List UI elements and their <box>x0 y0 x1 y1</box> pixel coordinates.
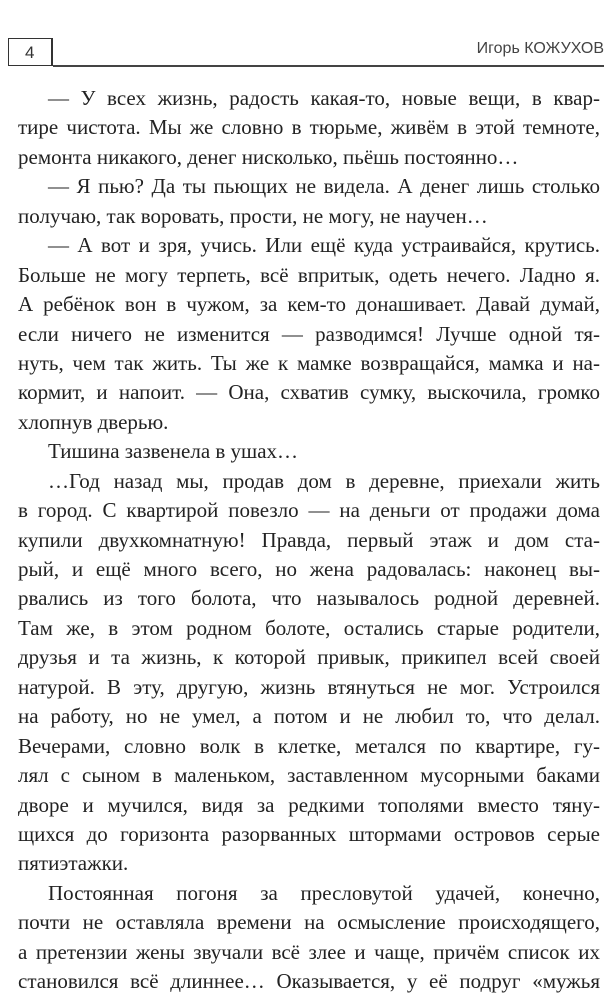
text-line: Тишина зазвенела в ушах… <box>48 439 299 464</box>
text-line: Постоянная погоня за пресловутой удачей, конечно, <box>48 880 600 905</box>
page-number: 4 <box>25 43 35 62</box>
text-line: а претензии жены звучали всё злее и чаще, причём список их <box>18 939 600 964</box>
paragraph <box>18 879 600 997</box>
text-line: на работу, но не умел, а потом и не любил то, что делал. <box>18 704 600 729</box>
paragraph <box>18 231 600 437</box>
text-line: нуть, чем так жить. Ты же к мамке возвращайся, мамка и на- <box>18 350 600 375</box>
text-line: Больше не могу терпеть, всё впритык, одеть нечего. Ладно я. <box>18 262 600 287</box>
text-line: друзья и та жизнь, к которой привык, прикипел всей своей <box>18 645 600 670</box>
text-line: — У всех жизнь, радость какая-то, новые вещи, в квар- <box>48 86 600 110</box>
text-line: пятиэтажки. <box>18 851 129 876</box>
text-line: становился всё длиннее… Оказывается, у её подруг «мужья <box>18 969 600 994</box>
text-line: тире чистота. Мы же словно в тюрьме, живём в этой темноте, <box>18 115 600 140</box>
text-line: — А вот и зря, учись. Или ещё куда устраивайся, крутись. <box>48 233 600 258</box>
text-line: лял с сыном в маленьком, заставленном мусорными баками <box>18 763 600 788</box>
text-line: получаю, так воровать, прости, не могу, не научен… <box>18 203 488 228</box>
text-line: рый, и ещё много всего, но жена радовалась: наконец вы- <box>18 557 600 581</box>
header-rule <box>53 65 604 67</box>
paragraph <box>18 172 600 231</box>
paragraph <box>18 437 600 466</box>
text-line: хлопнув дверью. <box>18 409 169 434</box>
text-line: в город. С квартирой повезло — на деньги от продажи дома <box>18 498 600 523</box>
text-line: дворе и мучился, видя за редкими тополями вместо тяну- <box>18 792 600 817</box>
text-line: натурой. В эту, другую, жизнь втянуться не мог. Устроился <box>18 674 600 699</box>
running-header <box>8 38 604 68</box>
text-line: кормит, и напоит. — Она, схватив сумку, выскочила, громко <box>18 380 600 405</box>
text-line: купили двухкомнатную! Правда, первый этаж и дом ста- <box>18 527 600 552</box>
text-line: Там же, в этом родном болоте, остались старые родители, <box>18 615 600 640</box>
text-line: …Год назад мы, продав дом в деревне, приехали жить <box>48 468 600 493</box>
text-line: Вечерами, словно волк в клетке, метался по квартире, гу- <box>18 733 600 758</box>
text-line: — Я пью? Да ты пьющих не видела. А денег лишь столько <box>48 174 600 199</box>
author-name: Игорь КОЖУХОВ <box>476 40 604 57</box>
text-line: если ничего не изменится — разводимся! Лучше одной тя- <box>18 321 600 346</box>
text-line: ремонта никакого, денег нисколько, пьёшь постоянно… <box>18 144 519 169</box>
paragraph <box>18 84 600 172</box>
text-line: рвались из того болота, что называлось родной деревней. <box>18 586 600 611</box>
text-line: щихся до горизонта разорванных штормами островов серые <box>18 821 600 846</box>
paragraph <box>18 467 600 879</box>
text-line: А ребёнок вон в чужом, за кем-то донашивает. Давай думай, <box>18 292 600 317</box>
body-text <box>18 84 600 997</box>
page-number-box <box>8 38 53 66</box>
text-line: почти не оставляла времени на осмысление происходящего, <box>18 910 600 935</box>
